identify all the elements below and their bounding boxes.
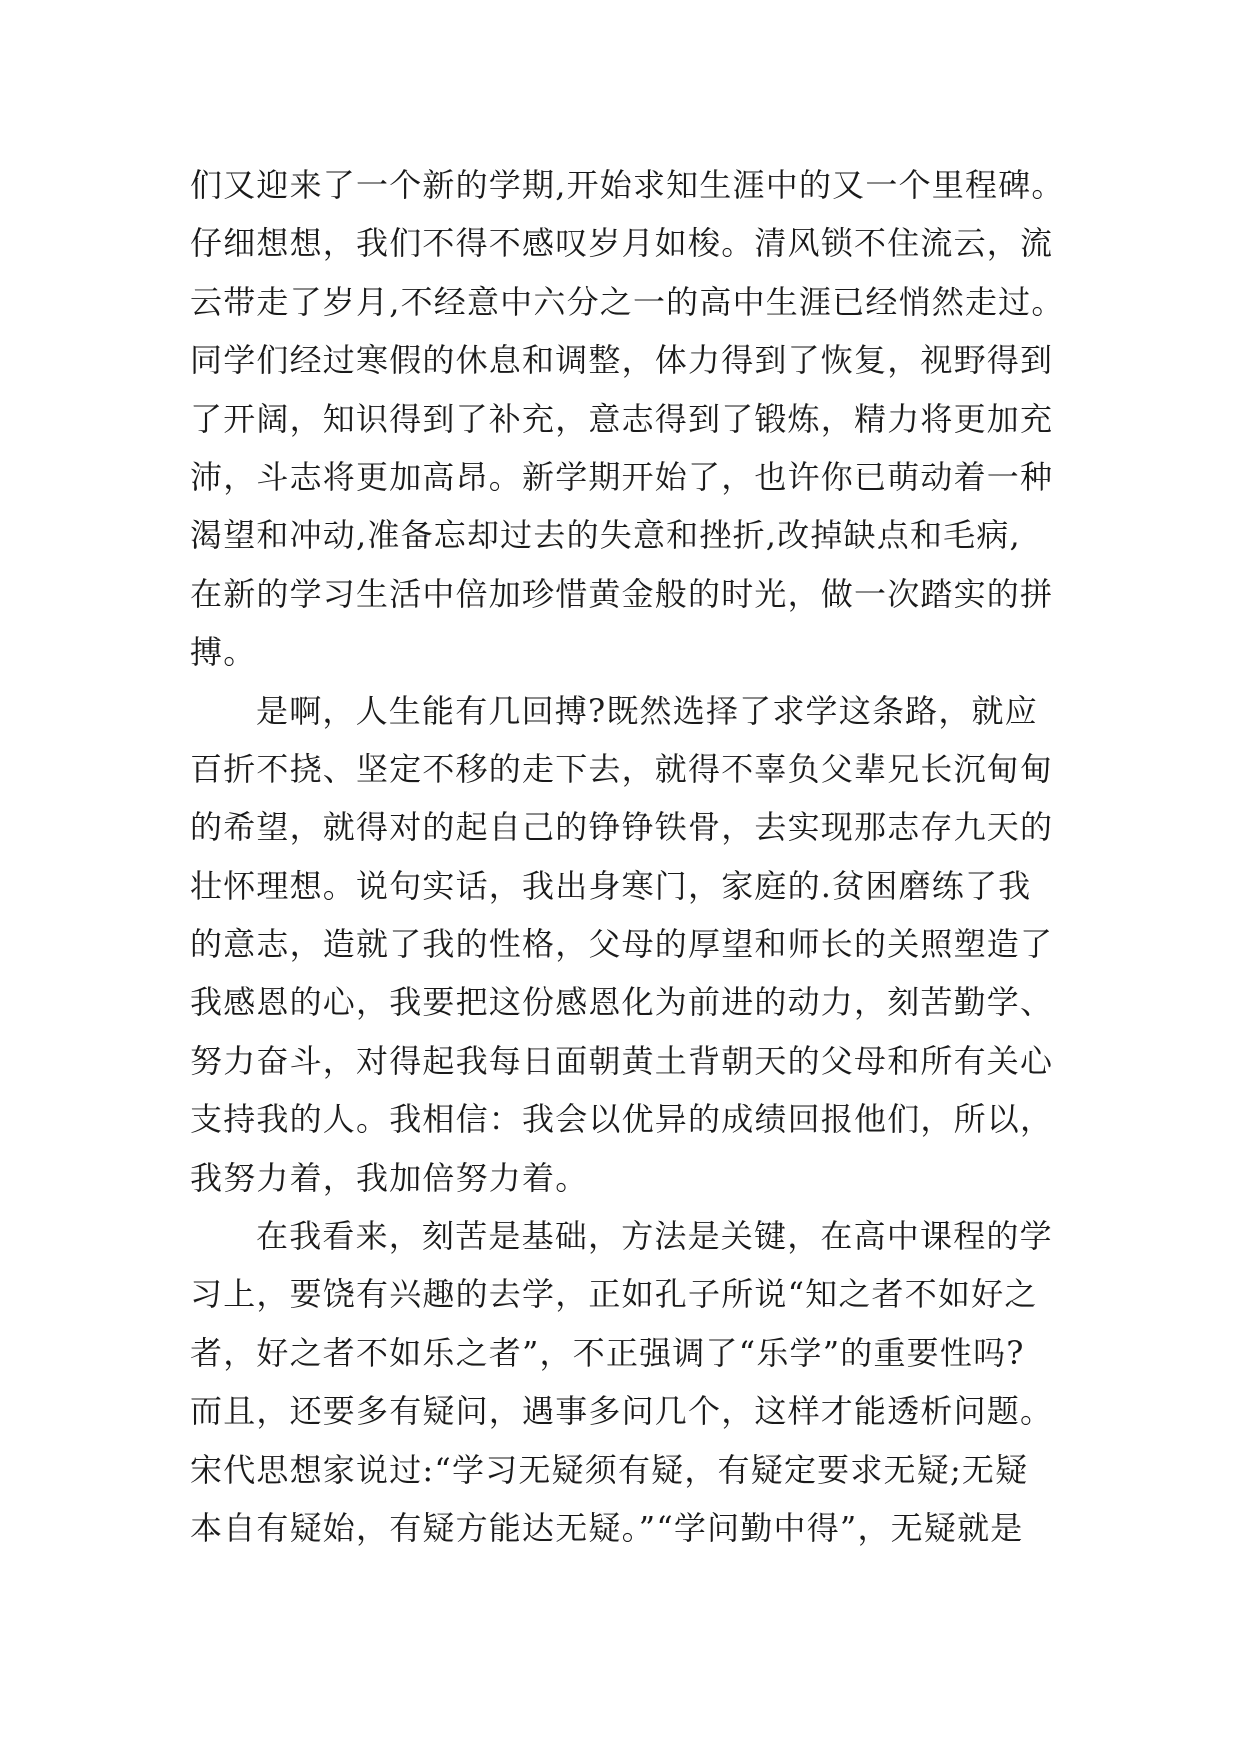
- text-line: 沛，斗志将更加高昂。新学期开始了，也许你已萌动着一种: [190, 457, 1054, 496]
- text-line: 习上，要饶有兴趣的去学，正如孔子所说“知之者不如好之: [190, 1275, 1038, 1314]
- paragraph-start-line: 是啊，人生能有几回搏?既然选择了求学这条路，就应: [256, 691, 1038, 730]
- text-line: 渴望和冲动,准备忘却过去的失意和挫折,改掉缺点和毛病,: [190, 516, 1021, 555]
- paragraph-start-line: 在我看来，刻苦是基础，方法是关键，在高中课程的学: [256, 1217, 1053, 1256]
- text-line: 在新的学习生活中倍加珍惜黄金般的时光，做一次踏实的拼: [190, 574, 1054, 613]
- text-line: 的意志，造就了我的性格，父母的厚望和师长的关照塑造了: [190, 925, 1054, 964]
- text-line: 云带走了岁月,不经意中六分之一的高中生涯已经悄然走过。: [190, 282, 1065, 321]
- text-line: 努力奋斗，对得起我每日面朝黄土背朝天的父母和所有关心: [190, 1041, 1054, 1080]
- body-text: [190, 156, 1090, 1557]
- text-line: 壮怀理想。说句实话，我出身寒门，家庭的.贫困磨练了我: [190, 866, 1032, 905]
- text-line: 同学们经过寒假的休息和调整，体力得到了恢复，视野得到: [190, 341, 1054, 380]
- text-line: 的希望，就得对的起自己的铮铮铁骨，去实现那志存九天的: [190, 808, 1054, 847]
- text-line: 们又迎来了一个新的学期,开始求知生涯中的又一个里程碑。: [190, 166, 1065, 204]
- text-line: 我努力着，我加倍努力着。: [190, 1158, 589, 1197]
- text-line: 了开阔，知识得到了补充，意志得到了锻炼，精力将更加充: [190, 399, 1054, 438]
- text-line: 百折不挠、坚定不移的走下去，就得不辜负父辈兄长沉甸甸: [190, 749, 1054, 788]
- text-line: 仔细想想，我们不得不感叹岁月如梭。清风锁不住流云，流: [190, 224, 1054, 263]
- text-line: 本自有疑始，有疑方能达无疑。”“学问勤中得”，无疑就是: [190, 1508, 1024, 1547]
- text-line: 宋代思想家说过:“学习无疑须有疑，有疑定要求无疑;无疑: [190, 1450, 1029, 1489]
- text-line: 而且，还要多有疑问，遇事多问几个，这样才能透析问题。: [190, 1392, 1054, 1431]
- text-line: 者，好之者不如乐之者”，不正强调了“乐学”的重要性吗?: [190, 1333, 1025, 1372]
- text-line: 我感恩的心，我要把这份感恩化为前进的动力，刻苦勤学、: [190, 983, 1054, 1022]
- text-line: 搏。: [190, 633, 257, 672]
- text-line: 支持我的人。我相信：我会以优异的成绩回报他们，所以，: [190, 1100, 1054, 1139]
